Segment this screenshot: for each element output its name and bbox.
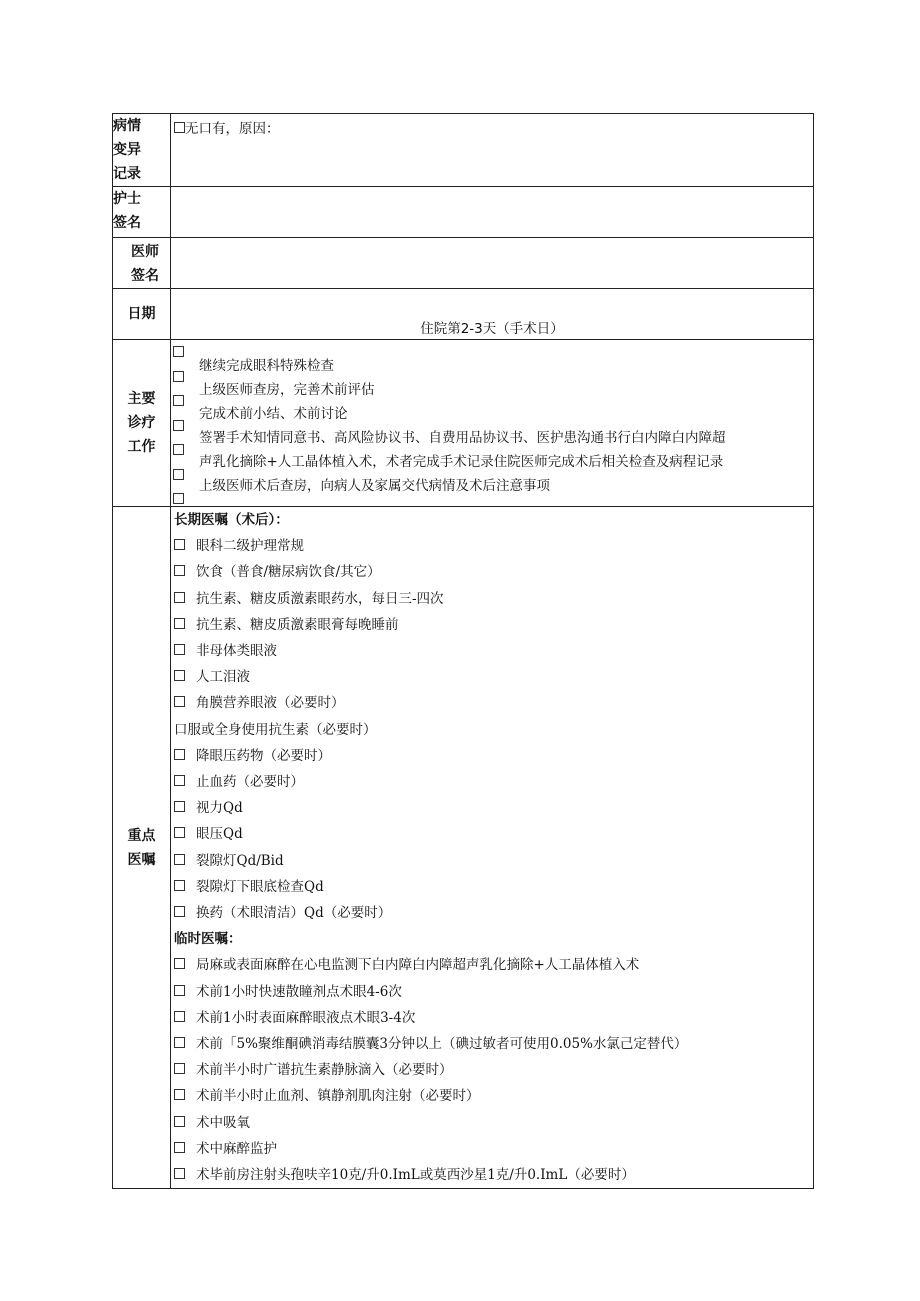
order-item (171, 1031, 813, 1057)
order-item (171, 952, 813, 978)
long-term-list (171, 533, 813, 926)
checkbox[interactable] (174, 880, 185, 891)
nurse-label (113, 187, 171, 238)
order-text: 止血药（必要时） (196, 774, 304, 791)
checkbox[interactable] (174, 749, 185, 760)
order-item (171, 848, 813, 874)
doctor-signature-field[interactable] (171, 238, 814, 289)
order-text: 术前1小时表面麻醉眼液点术眼3-4次 (196, 1009, 416, 1026)
temp-header: 临时医嘱： (174, 931, 242, 948)
checkbox[interactable] (174, 644, 185, 655)
date-row (113, 289, 814, 340)
order-item (171, 1162, 813, 1188)
checkbox[interactable] (174, 1037, 185, 1048)
checkbox[interactable] (173, 444, 184, 455)
order-text: 局麻或表面麻醉在心电监测下白内障白内障超声乳化摘除+人工晶体植入术 (196, 957, 640, 974)
order-item (171, 1057, 813, 1083)
label-line: 医嘱 (127, 851, 156, 868)
day-title: 住院第2-3天（手术日） (420, 321, 564, 337)
order-item (171, 1110, 813, 1136)
order-text: 裂隙灯下眼底检查Qd (196, 878, 324, 895)
temp-list (171, 952, 813, 1188)
label-line: 日期 (127, 306, 156, 322)
long-term-header: 长期医嘱（术后）： (174, 512, 289, 528)
order-item (171, 979, 813, 1005)
work-item: 上级医师查房，完善术前评估 (199, 382, 375, 398)
checkbox[interactable] (174, 122, 185, 133)
order-text: 人工泪液 (196, 669, 250, 686)
checkbox[interactable] (174, 618, 185, 629)
order-text: 换药（术眼清洁）Qd（必要时） (196, 905, 392, 922)
order-text: 术中麻醉监护 (196, 1140, 277, 1157)
variance-label (113, 114, 171, 187)
checkbox[interactable] (174, 827, 185, 838)
checkbox[interactable] (174, 958, 185, 969)
main-work-label (113, 340, 171, 507)
day-title-cell (171, 289, 814, 340)
order-item (171, 900, 813, 926)
order-item (171, 586, 813, 612)
checkbox[interactable] (173, 346, 184, 357)
label-line: 签名 (113, 215, 141, 231)
checkbox[interactable] (174, 1063, 185, 1074)
label-line: 重点 (127, 827, 156, 844)
checkbox[interactable] (174, 906, 185, 917)
work-item: 签署手术知情同意书、高风险协议书、自费用品协议书、医护患沟通书行白内障白内障超 (199, 430, 726, 446)
order-item (171, 769, 813, 795)
main-work-row (113, 340, 814, 507)
work-item: 上级医师术后查房，向病人及家属交代病情及术后注意事项 (199, 478, 550, 494)
checkbox[interactable] (174, 1168, 185, 1179)
checkbox[interactable] (174, 985, 185, 996)
checkbox[interactable] (174, 775, 185, 786)
order-item (171, 1005, 813, 1031)
checkbox[interactable] (173, 469, 184, 480)
checkbox[interactable] (174, 696, 185, 707)
main-work-content (171, 340, 814, 507)
checkbox[interactable] (174, 539, 185, 550)
variance-text: 无口有，原因： (185, 121, 280, 137)
label-line: 诊疗 (127, 415, 156, 431)
checkbox[interactable] (174, 801, 185, 812)
label-line: 变异 (113, 142, 141, 158)
doctor-label (113, 238, 171, 289)
label-line: 病情 (113, 118, 141, 134)
variance-content (171, 114, 814, 187)
order-text: 饮食（普食/糖尿病饮食/其它） (196, 564, 381, 581)
orders-row (113, 507, 814, 1189)
order-item (171, 795, 813, 821)
checkbox[interactable] (174, 1142, 185, 1153)
checkbox-column (173, 346, 185, 518)
clinical-pathway-table (112, 113, 814, 1189)
variance-row (113, 114, 814, 187)
order-item (171, 690, 813, 716)
date-label (113, 289, 171, 340)
checkbox[interactable] (173, 493, 184, 504)
work-item: 继续完成眼科特殊检查 (199, 358, 334, 374)
order-item (171, 874, 813, 900)
checkbox[interactable] (174, 1089, 185, 1100)
checkbox[interactable] (174, 670, 185, 681)
work-item: 声乳化摘除+人工晶体植入术，术者完成手术记录住院医师完成术后相关检查及病程记录 (199, 454, 724, 470)
order-item (171, 533, 813, 559)
work-item: 完成术前小结、术前讨论 (199, 406, 348, 422)
order-text: 降眼压药物（必要时） (196, 747, 331, 764)
checkbox[interactable] (173, 420, 184, 431)
order-text: 术前「5%聚维酮碘消毒结膜囊3分钟以上（碘过敏者可使用0.05%水氯己定替代） (196, 1036, 688, 1053)
order-item (171, 664, 813, 690)
order-item (171, 638, 813, 664)
main-work-list (171, 340, 813, 498)
checkbox[interactable] (174, 854, 185, 865)
label-line: 医师 (131, 244, 159, 260)
nurse-signature-field[interactable] (171, 187, 814, 238)
order-text: 抗生素、糖皮质激素眼药水，每日三-四次 (196, 590, 444, 607)
doctor-row (113, 238, 814, 289)
label-line: 主要 (127, 391, 156, 407)
order-item (171, 1083, 813, 1109)
order-text: 口服或全身使用抗生素（必要时） (174, 721, 377, 738)
order-text: 眼压Qd (196, 826, 243, 843)
order-item (171, 612, 813, 638)
order-text: 术毕前房注射头孢呋辛10克/升0.ImL或莫西沙星1克/升0.ImL（必要时） (196, 1167, 635, 1184)
order-text: 术前1小时快速散瞳剂点术眼4-6次 (196, 983, 402, 1000)
orders-content (171, 507, 814, 1189)
nurse-row (113, 187, 814, 238)
order-text: 裂隙灯Qd/Bid (196, 852, 284, 869)
order-text: 抗生素、糖皮质激素眼膏每晚睡前 (196, 616, 399, 633)
orders-label (113, 507, 171, 1189)
order-item (171, 717, 813, 743)
order-text: 术前半小时止血剂、镇静剂肌肉注射（必要时） (196, 1088, 480, 1105)
order-item (171, 743, 813, 769)
order-text: 眼科二级护理常规 (196, 538, 304, 555)
order-item (171, 559, 813, 585)
order-text: 术前半小时广谱抗生素静脉滴入（必要时） (196, 1062, 453, 1079)
label-line: 护士 (113, 191, 141, 207)
label-line: 工作 (127, 439, 156, 455)
order-text: 角膜营养眼液（必要时） (196, 695, 345, 712)
checkbox[interactable] (174, 592, 185, 603)
order-text: 视力Qd (196, 800, 243, 817)
order-text: 术中吸氧 (196, 1114, 250, 1131)
checkbox[interactable] (173, 371, 184, 382)
order-text: 非母体类眼液 (196, 643, 277, 660)
checkbox[interactable] (174, 565, 185, 576)
checkbox[interactable] (174, 1011, 185, 1022)
checkbox[interactable] (174, 1116, 185, 1127)
label-line: 签名 (131, 268, 159, 284)
order-item (171, 1136, 813, 1162)
checkbox[interactable] (173, 395, 184, 406)
order-item (171, 821, 813, 847)
label-line: 记录 (113, 166, 141, 182)
